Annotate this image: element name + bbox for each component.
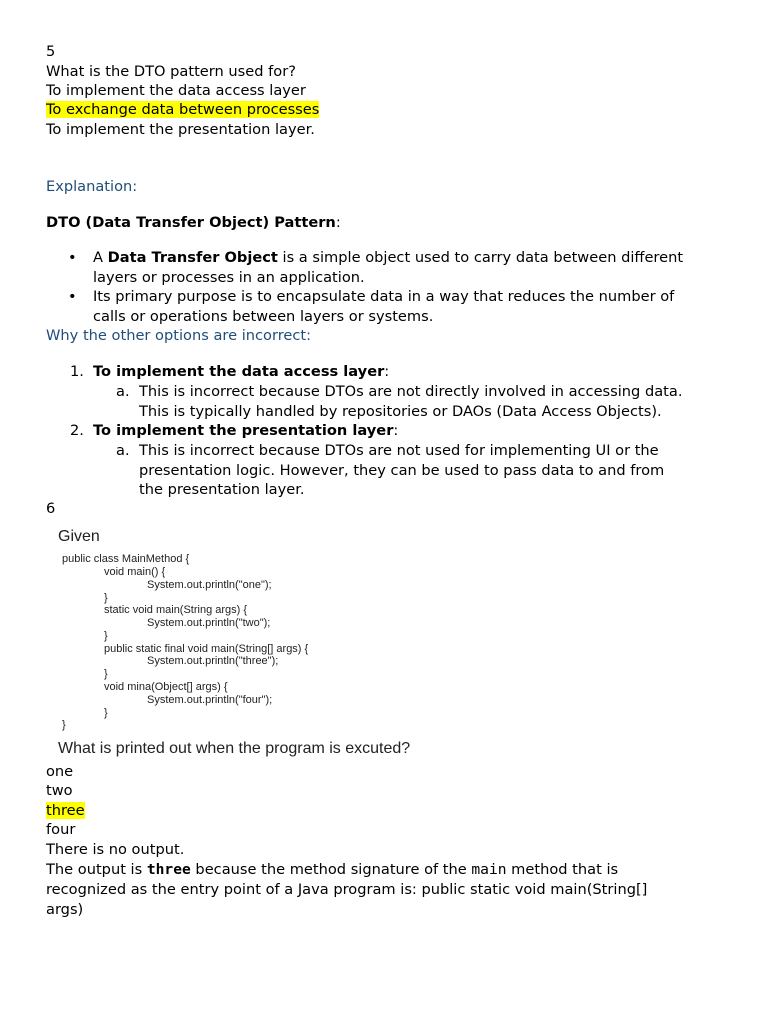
reason-1-sub-number: a. [116, 383, 130, 400]
answer-explanation-line-3: args) [46, 901, 84, 918]
q5-option-1: To implement the data access layer [46, 82, 306, 99]
why-heading: Why the other options are incorrect: [46, 327, 312, 344]
reason-2-detail: This is incorrect because DTOs are not used for implementing UI or the presentation logic. However, they can be used to pass data to and from the presentation layer. [139, 442, 665, 498]
code-line: System.out.println("four"); [147, 694, 273, 706]
code-line: static void main(String args) { [104, 604, 248, 616]
code-line: System.out.println("three"); [147, 655, 279, 667]
reason-2-number: 2. [70, 422, 84, 439]
answer-explanation-line-2: recognized as the entry point of a Java program is: public static void main(String[] [46, 881, 648, 898]
code-line: public class MainMethod { [62, 553, 190, 565]
q6-option-5: There is no output. [46, 841, 185, 858]
bullet-1-line-1: A Data Transfer Object is a simple object used to carry data between different [93, 249, 684, 266]
answer-explanation-line-1: The output is three because the method signature of the main method that is [46, 861, 619, 878]
bullet-item-1 [93, 248, 683, 287]
code-line: } [104, 592, 108, 604]
reason-1-detail: This is incorrect because DTOs are not directly involved in accessing data. This is typically handled by repositories or DAOs (Data Access Objects). [139, 383, 683, 420]
question-5-text: What is the DTO pattern used for? [46, 63, 296, 80]
code-line: } [104, 630, 108, 642]
q5-option-3: To implement the presentation layer. [46, 121, 315, 138]
bullet-item-2 [93, 287, 674, 326]
pattern-title [46, 213, 341, 233]
bullet-1-line-2: layers or processes in an application. [93, 268, 365, 286]
reason-1-number: 1. [70, 363, 84, 380]
pattern-title-colon: : [335, 214, 341, 231]
bullet-2-line-1: Its primary purpose is to encapsulate data in a way that reduces the number of [93, 288, 675, 305]
q6-option-4: four [46, 821, 76, 838]
question-number-6: 6 [46, 500, 56, 517]
code-line: void main() { [104, 566, 166, 578]
reason-2-sub-number: a. [116, 442, 130, 459]
q6-option-3-correct [46, 801, 85, 821]
q6-option-2: two [46, 782, 73, 799]
highlighted-answer: To exchange data between processes [46, 101, 320, 118]
code-line: } [62, 719, 66, 731]
code-screenshot-image [52, 528, 472, 764]
reason-2-title: To implement the presentation layer: [93, 422, 399, 439]
code-line: } [104, 668, 108, 680]
bullet-2-line-2: calls or operations between layers or systems. [93, 307, 434, 325]
image-given-label: Given [58, 528, 100, 545]
q6-option-1: one [46, 763, 74, 780]
pattern-title-bold: DTO (Data Transfer Object) Pattern [46, 214, 336, 231]
highlighted-answer: three [46, 802, 85, 819]
bullet-icon: • [68, 249, 77, 266]
image-question: What is printed out when the program is excuted? [58, 740, 411, 757]
bullet-icon: • [68, 288, 77, 305]
reason-1-title: To implement the data access layer: [93, 363, 390, 380]
code-line: System.out.println("one"); [147, 579, 272, 591]
code-line: public static final void main(String[] args) { [104, 643, 309, 655]
code-line: } [104, 707, 108, 719]
q5-option-2-correct [46, 100, 319, 120]
question-number-5: 5 [46, 43, 56, 60]
code-line: void mina(Object[] args) { [104, 681, 228, 693]
explanation-heading: Explanation: [46, 178, 138, 195]
code-line: System.out.println("two"); [147, 617, 271, 629]
